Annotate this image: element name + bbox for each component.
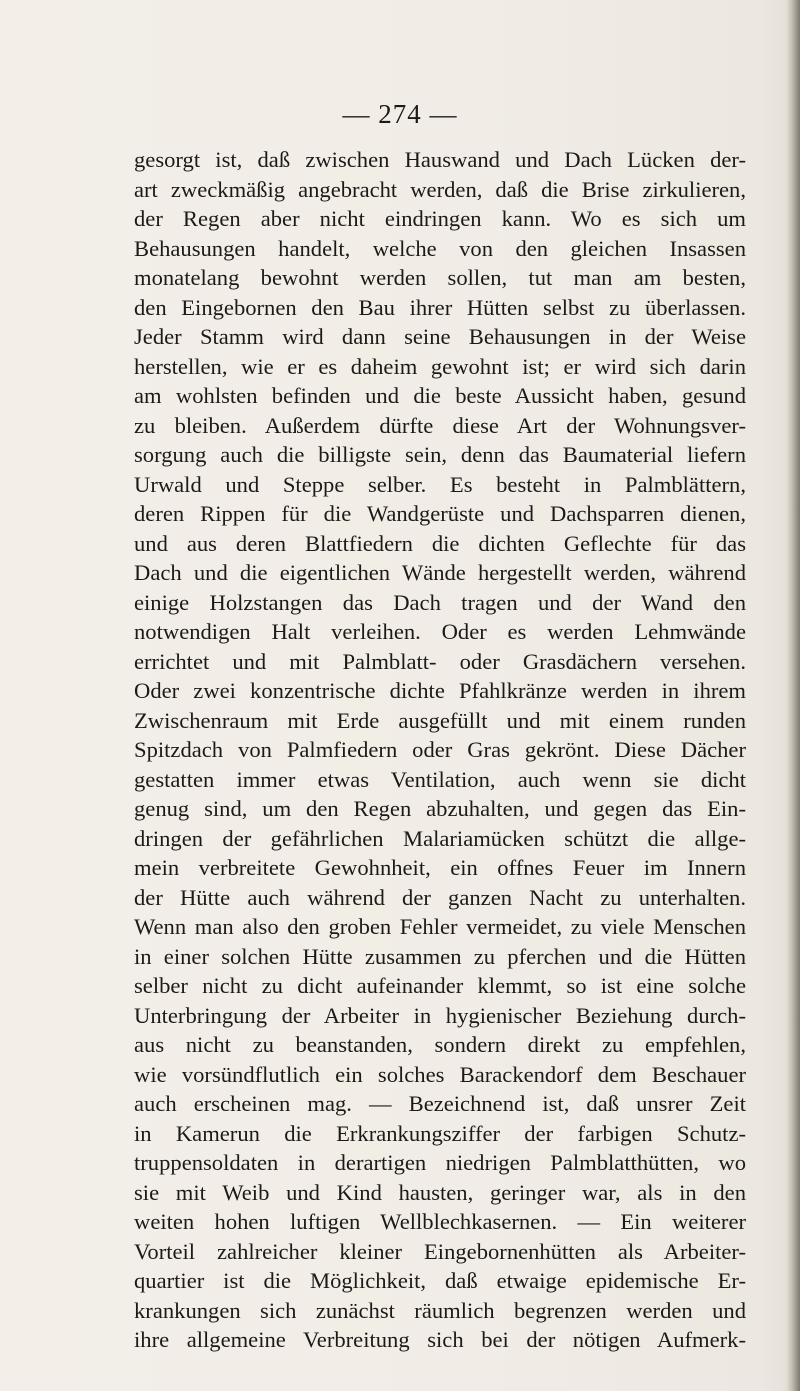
text-line: der Regen aber nicht eindringen kann. Wo es sich um [134,206,746,231]
text-line: Unterbringung der Arbeiter in hygienischer Beziehung durch- [134,1002,746,1028]
text-line: mein verbreitete Gewohnheit, ein offnes Feuer im Innern [134,855,746,880]
text-line: quartier ist die Möglichkeit, daß etwaige epidemische Er- [134,1268,746,1293]
text-line: art zweckmäßig angebracht werden, daß die Brise zirkulieren, [134,176,746,202]
text-line: truppensoldaten in derartigen niedrigen Palmblatthütten, wo [134,1150,746,1175]
text-line: gesorgt ist, daß zwischen Hauswand und Dach Lücken der- [134,147,746,172]
text-line: weiten hohen luftigen Wellblechkasernen. — Ein weiterer [134,1209,746,1234]
text-line: sorgung auch die billigste sein, denn das Baumaterial liefern [134,442,746,467]
body-text [134,145,746,1355]
text-line: sie mit Weib und Kind hausten, geringer war, als in den [134,1179,746,1205]
page-number: — 274 — [342,99,458,129]
text-line: ihre allgemeine Verbreitung sich bei der nötigen Aufmerk- [134,1327,746,1352]
text-line: Spitzdach von Palmfiedern oder Gras gekrönt. Diese Dächer [134,737,746,762]
text-line: monatelang bewohnt werden sollen, tut man am besten, [134,265,746,290]
text-line: gestatten immer etwas Ventilation, auch wenn sie dicht [134,766,746,792]
text-line: in einer solchen Hütte zusammen zu pferchen und die Hütten [134,943,746,969]
text-line: krankungen sich zunächst räumlich begrenzen werden und [134,1297,746,1323]
text-line: auch erscheinen mag. — Bezeichnend ist, daß unsrer Zeit [134,1091,746,1116]
text-line: den Eingebornen den Bau ihrer Hütten selbst zu überlassen. [134,294,746,320]
text-line: zu bleiben. Außerdem dürfte diese Art der Wohnungsver- [134,412,746,438]
text-line: einige Holzstangen das Dach tragen und der Wand den [134,589,746,615]
page-edge-shadow [786,0,800,1391]
text-line: Zwischenraum mit Erde ausgefüllt und mit einem runden [134,707,746,733]
text-line: Behausungen handelt, welche von den gleichen Insassen [134,235,746,261]
text-line: Vorteil zahlreicher kleiner Eingebornenhütten als Arbeiter- [134,1238,746,1264]
text-line: genug sind, um den Regen abzuhalten, und gegen das Ein- [134,796,746,821]
text-line: herstellen, wie er es daheim gewohnt ist; er wird sich darin [134,353,746,379]
text-line: dringen der gefährlichen Malariamücken schützt die allge- [134,825,746,851]
text-line: am wohlsten befinden und die beste Aussicht haben, gesund [134,383,746,408]
text-line: aus nicht zu beanstanden, sondern direkt zu empfehlen, [134,1032,746,1057]
text-line: Jeder Stamm wird dann seine Behausungen in der Weise [134,324,746,349]
text-line: selber nicht zu dicht aufeinander klemmt, so ist eine solche [134,973,746,998]
text-line: wie vorsündflutlich ein solches Barackendorf dem Beschauer [134,1061,746,1087]
text-line: der Hütte auch während der ganzen Nacht zu unterhalten. [134,884,746,910]
text-line: Dach und die eigentlichen Wände hergestellt werden, während [134,560,746,585]
text-line: Urwald und Steppe selber. Es besteht in Palmblättern, [134,471,746,497]
text-line: notwendigen Halt verleihen. Oder es werden Lehmwände [134,619,746,644]
text-line: in Kamerun die Erkrankungsziffer der farbigen Schutz- [134,1120,746,1146]
text-line: deren Rippen für die Wandgerüste und Dachsparren dienen, [134,501,746,526]
text-line: Wenn man also den groben Fehler vermeidet, zu viele Menschen [134,914,746,939]
text-line: errichtet und mit Palmblatt- oder Grasdächern versehen. [134,648,746,674]
text-line: Oder zwei konzentrische dichte Pfahlkränze werden in ihrem [134,678,746,703]
text-line: und aus deren Blattfiedern die dichten Geflechte für das [134,530,746,556]
